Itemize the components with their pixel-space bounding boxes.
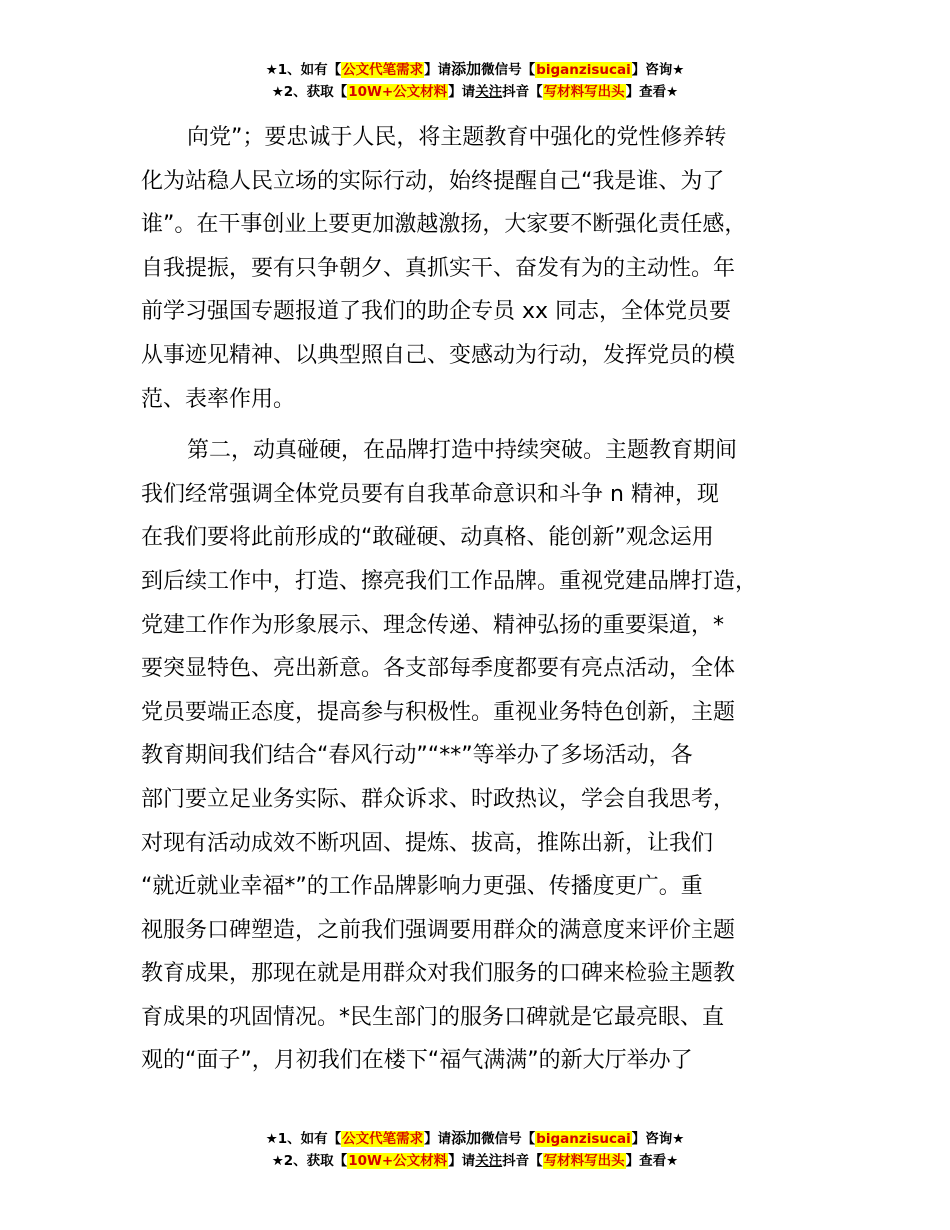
text-line: 教育成果，那现在就是用群众对我们服务的口碑来检验主题教 [141, 961, 736, 987]
header-banner [0, 58, 950, 103]
text-line: 要突显特色、亮出新意。各支部每季度都要有亮点活动，全体 [141, 656, 736, 682]
banner-line-2 [0, 81, 950, 103]
footer-banner [0, 1127, 950, 1172]
text-line: 育成果的巩固情况。*民生部门的服务口碑就是它最亮眼、直 [141, 1004, 725, 1030]
text-line: 从事迹见精神、以典型照自己、变感动为行动，发挥党员的模 [141, 342, 736, 368]
banner-line-2 [0, 1150, 950, 1172]
text-line: 对现有活动成效不断巩固、提炼、拔高，推陈出新，让我们 [141, 830, 714, 856]
text-line: 视服务口碑塑造，之前我们强调要用群众的满意度来评价主题 [141, 917, 736, 943]
banner-emphasis: 添加 [451, 60, 482, 78]
banner-text: 】查看★ [625, 84, 679, 100]
banner-text: 】请 [448, 1153, 476, 1169]
text-line: 到后续工作中，打造、擦亮我们工作品牌。重视党建品牌打造， [141, 568, 758, 594]
text-line: “就近就业幸福*”的工作品牌影响力更强、传播度更广。重 [141, 874, 703, 900]
document-body [141, 116, 841, 1083]
banner-text: ★1、如有【 [265, 1131, 342, 1147]
banner-text: 】请 [424, 62, 452, 78]
text-line: 自我提振，要有只争朝夕、真抓实干、奋发有为的主动性。年 [141, 255, 736, 281]
banner-line-1 [0, 58, 950, 81]
banner-text: 微信号【 [481, 1131, 536, 1147]
banner-emphasis: 关注 [475, 1153, 503, 1169]
text-line: 第二，动真碰硬，在品牌打造中持续突破。主题教育期间 [187, 438, 738, 464]
service-highlight: 公文代笔需求 [342, 1131, 424, 1147]
text-line: 范、表率作用。 [141, 386, 296, 412]
text-line: 教育期间我们结合“春风行动”“**”等举办了多场活动，各 [141, 743, 693, 769]
paragraph-gap [141, 421, 841, 429]
banner-text: 】咨询★ [631, 1131, 685, 1147]
banner-emphasis: 添加 [451, 1129, 482, 1147]
materials-highlight: 10W+公文材料 [348, 1153, 448, 1169]
banner-text: 微信号【 [481, 62, 536, 78]
banner-text: 】请 [448, 84, 476, 100]
douyin-account-highlight: 写材料写出头 [543, 84, 625, 100]
text-line: 党员要端正态度，提高参与积极性。重视业务特色创新，主题 [141, 699, 736, 725]
service-highlight: 公文代笔需求 [342, 62, 424, 78]
text-line: 观的“面子”，月初我们在楼下“福气满满”的新大厅举办了 [141, 1048, 693, 1074]
banner-text: 】咨询★ [631, 62, 685, 78]
text-line: 向党”；要忠诚于人民，将主题教育中强化的党性修养转 [187, 125, 727, 150]
text-line: 前学习强国专题报道了我们的助企专员 xx 同志，全体党员要 [141, 299, 732, 325]
paragraph-2 [141, 429, 841, 1083]
banner-text: ★1、如有【 [265, 62, 342, 78]
text-line: 部门要立足业务实际、群众诉求、时政热议，学会自我思考， [141, 786, 736, 812]
banner-emphasis: 关注 [475, 84, 503, 100]
paragraph-1 [141, 116, 841, 421]
banner-line-1 [0, 1127, 950, 1150]
banner-text: 】请 [424, 1131, 452, 1147]
text-line: 党建工作作为形象展示、理念传递、精神弘扬的重要渠道，* [141, 612, 725, 638]
banner-text: ★2、获取【 [271, 1153, 348, 1169]
banner-text: 抖音【 [502, 1153, 543, 1169]
douyin-account-highlight: 写材料写出头 [543, 1153, 625, 1169]
text-line: 化为站稳人民立场的实际行动，始终提醒自己“我是谁、为了 [141, 168, 725, 194]
banner-text: 】查看★ [625, 1153, 679, 1169]
banner-text: 抖音【 [502, 84, 543, 100]
text-line: 在我们要将此前形成的“敢碰硬、动真格、能创新”观念运用 [141, 525, 714, 551]
wechat-id-highlight: biganzisucai [536, 1131, 631, 1147]
banner-text: ★2、获取【 [271, 84, 348, 100]
materials-highlight: 10W+公文材料 [348, 84, 448, 100]
wechat-id-highlight: biganzisucai [536, 62, 631, 78]
text-line: 谁”。在干事创业上要更加激越激扬，大家要不断强化责任感， [141, 212, 747, 238]
text-line: 我们经常强调全体党员要有自我革命意识和斗争 n 精神，现 [141, 481, 719, 507]
